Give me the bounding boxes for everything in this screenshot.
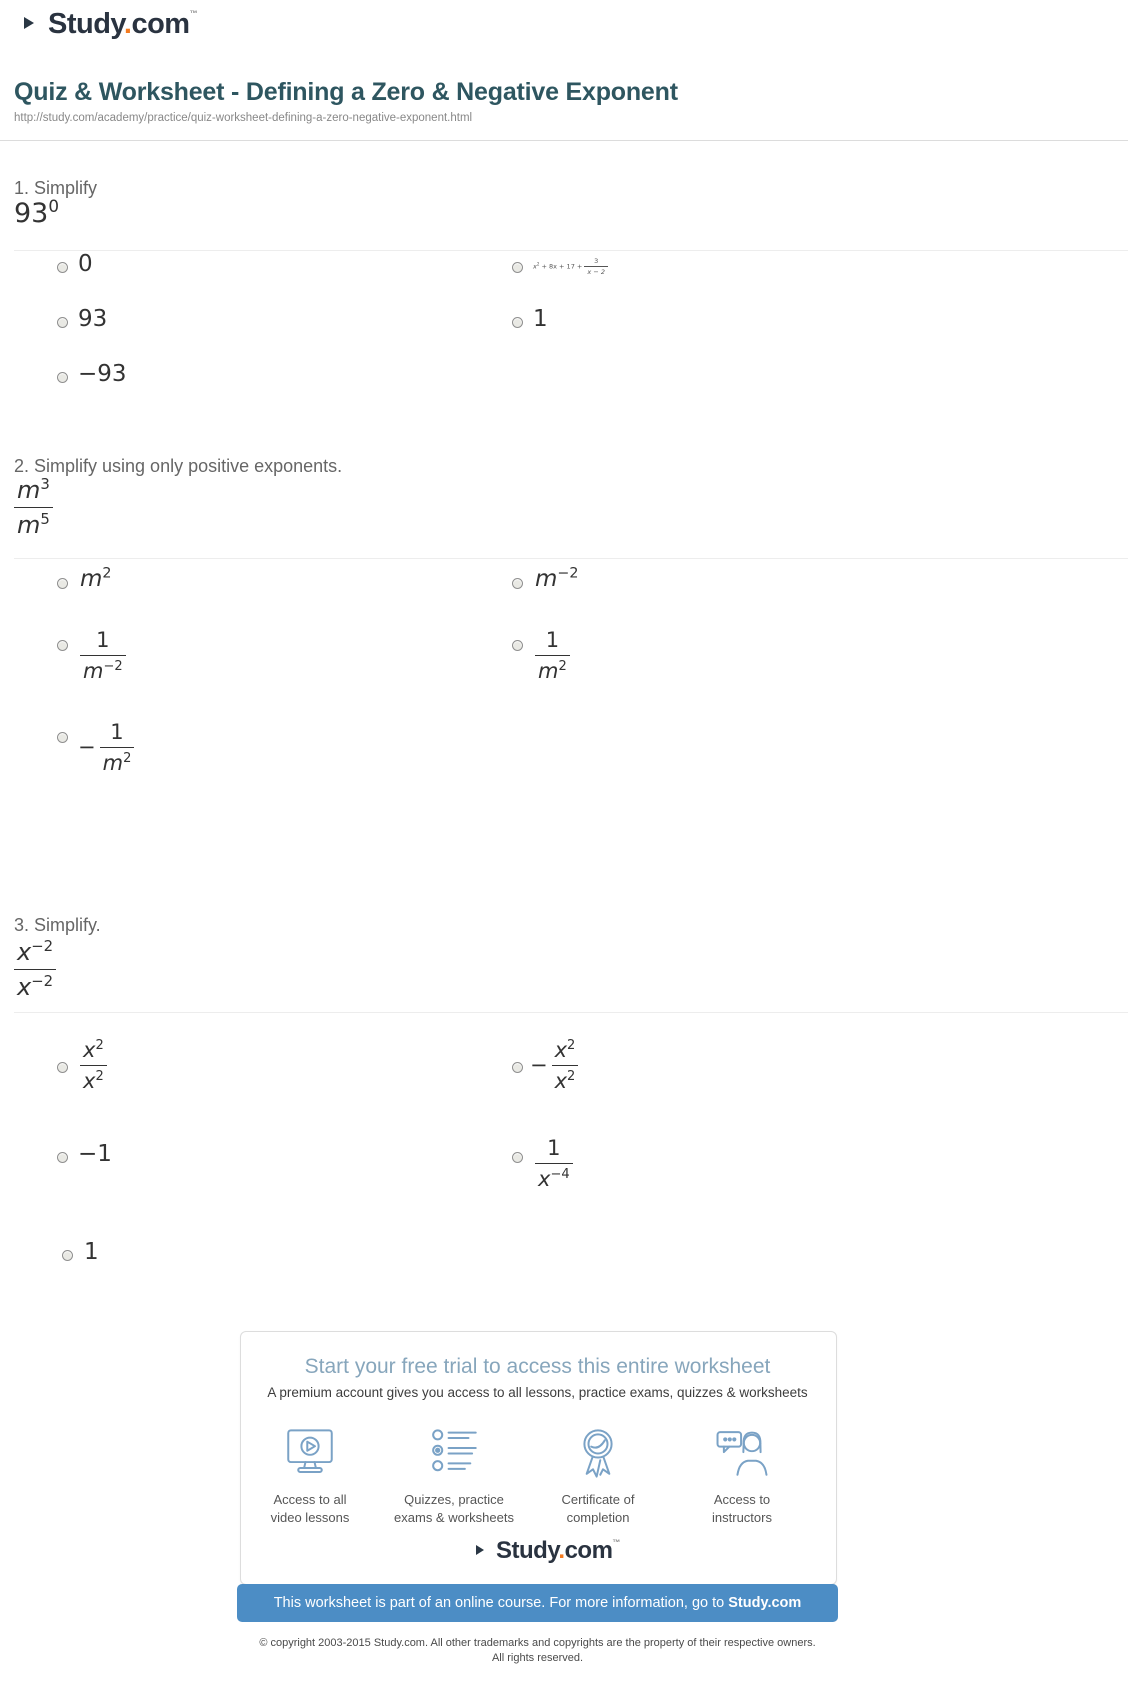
q2-option-b-label[interactable]: $\frac{1}{m^{-2}}$ xyxy=(80,628,126,683)
q2-option-e-label[interactable]: $\frac{1}{m^2}$ xyxy=(535,628,570,683)
question-1-separator xyxy=(14,250,1128,251)
q2-option-c-label[interactable]: − $\frac{1}{m^2}$ xyxy=(78,720,134,775)
q2-option-d-radio[interactable] xyxy=(512,578,523,589)
free-trial-heading: Start your free trial to access this entire worksheet xyxy=(304,1355,771,1378)
banner-brand-link[interactable]: Study.com xyxy=(728,1595,802,1611)
q2-option-b-radio[interactable] xyxy=(57,640,68,651)
question-3-separator xyxy=(14,1012,1128,1013)
q2-option-a-radio[interactable] xyxy=(57,578,68,589)
feature-label: Quizzes, practice exams & worksheets xyxy=(394,1492,514,1525)
feature-instructors xyxy=(662,1424,822,1527)
study-logo xyxy=(10,7,197,40)
copyright-line1: © copyright 2003-2015 Study.com. All other trademarks and copyrights are the property of their respective owners. xyxy=(259,1637,816,1649)
study-logo-text: Study.com™ xyxy=(48,8,198,40)
instructor-icon xyxy=(713,1424,771,1482)
question-3-label: 3. Simplify. xyxy=(14,915,101,935)
q1-option-e-label[interactable]: 1 xyxy=(533,306,548,332)
q3-option-a-label[interactable]: $\frac{x^2}{x^2}$ xyxy=(80,1038,107,1093)
question-2-separator xyxy=(14,558,1128,559)
q2-option-e-radio[interactable] xyxy=(512,640,523,651)
video-monitor-icon xyxy=(281,1424,339,1482)
copyright-footer xyxy=(0,1636,1075,1666)
feature-label: Access to all video lessons xyxy=(270,1492,350,1525)
q3-option-b-radio[interactable] xyxy=(57,1152,68,1163)
page-title: Quiz & Worksheet - Defining a Zero & Negative Exponent xyxy=(14,78,678,106)
page-url: http://study.com/academy/practice/quiz-worksheet-defining-a-zero-negative-exponent.html xyxy=(14,112,473,124)
study-play-icon xyxy=(465,1537,492,1564)
q1-option-c-radio[interactable] xyxy=(57,372,68,383)
q1-option-b-label[interactable]: 93 xyxy=(78,306,108,332)
certificate-ribbon-icon xyxy=(569,1424,627,1482)
q2-option-a-label[interactable]: $m^2$ xyxy=(80,565,112,592)
question-2-stem: $\frac{m^3}{m^5}$ xyxy=(14,476,53,539)
header-divider xyxy=(0,140,1128,141)
question-3-stem: $\frac{x^{-2}}{x^{-2}}$ xyxy=(14,938,56,1001)
question-1-stem: $93^0$ xyxy=(14,196,60,229)
study-logo-bottom xyxy=(465,1537,620,1564)
q3-option-e-radio[interactable] xyxy=(512,1152,523,1163)
q3-option-d-radio[interactable] xyxy=(512,1062,523,1073)
feature-label: Certificate of completion xyxy=(561,1492,635,1525)
course-info-banner xyxy=(237,1584,838,1622)
q3-option-c-radio[interactable] xyxy=(62,1250,73,1261)
q3-option-c-label[interactable]: 1 xyxy=(84,1239,99,1265)
q1-option-c-label[interactable]: −93 xyxy=(78,361,127,387)
q3-option-e-label[interactable]: $\frac{1}{x^{-4}}$ xyxy=(535,1136,573,1191)
study-logo-text: Study.com™ xyxy=(496,1537,620,1564)
q1-option-a-radio[interactable] xyxy=(57,262,68,273)
feature-video-lessons xyxy=(230,1424,390,1527)
q1-option-e-radio[interactable] xyxy=(512,317,523,328)
study-play-icon xyxy=(10,7,43,40)
question-2-label: 2. Simplify using only positive exponents. xyxy=(14,456,343,476)
q2-option-c-radio[interactable] xyxy=(57,732,68,743)
banner-text: This worksheet is part of an online course. For more information, go to Study.com xyxy=(273,1595,802,1611)
q3-option-d-label[interactable]: − $\frac{x^2}{x^2}$ xyxy=(530,1038,578,1093)
q1-option-b-radio[interactable] xyxy=(57,317,68,328)
copyright-line2: All rights reserved. xyxy=(491,1652,584,1664)
quiz-list-icon xyxy=(425,1424,483,1482)
free-trial-subheading: A premium account gives you access to all lessons, practice exams, quizzes & worksheets xyxy=(267,1385,808,1400)
q1-option-a-label[interactable]: 0 xyxy=(78,251,93,277)
q1-option-d-label[interactable]: $x^2 + 8x + 17$ + $\frac{3}{x - 2}$ xyxy=(533,257,608,276)
question-1-label: 1. Simplify xyxy=(14,178,98,198)
q3-option-b-label[interactable]: −1 xyxy=(78,1141,112,1167)
feature-quizzes xyxy=(374,1424,534,1527)
q1-option-d-radio[interactable] xyxy=(512,262,523,273)
q3-option-a-radio[interactable] xyxy=(57,1062,68,1073)
feature-label: Access to instructors xyxy=(712,1492,772,1525)
feature-certificate xyxy=(518,1424,678,1527)
q2-option-d-label[interactable]: $m^{-2}$ xyxy=(535,565,579,592)
